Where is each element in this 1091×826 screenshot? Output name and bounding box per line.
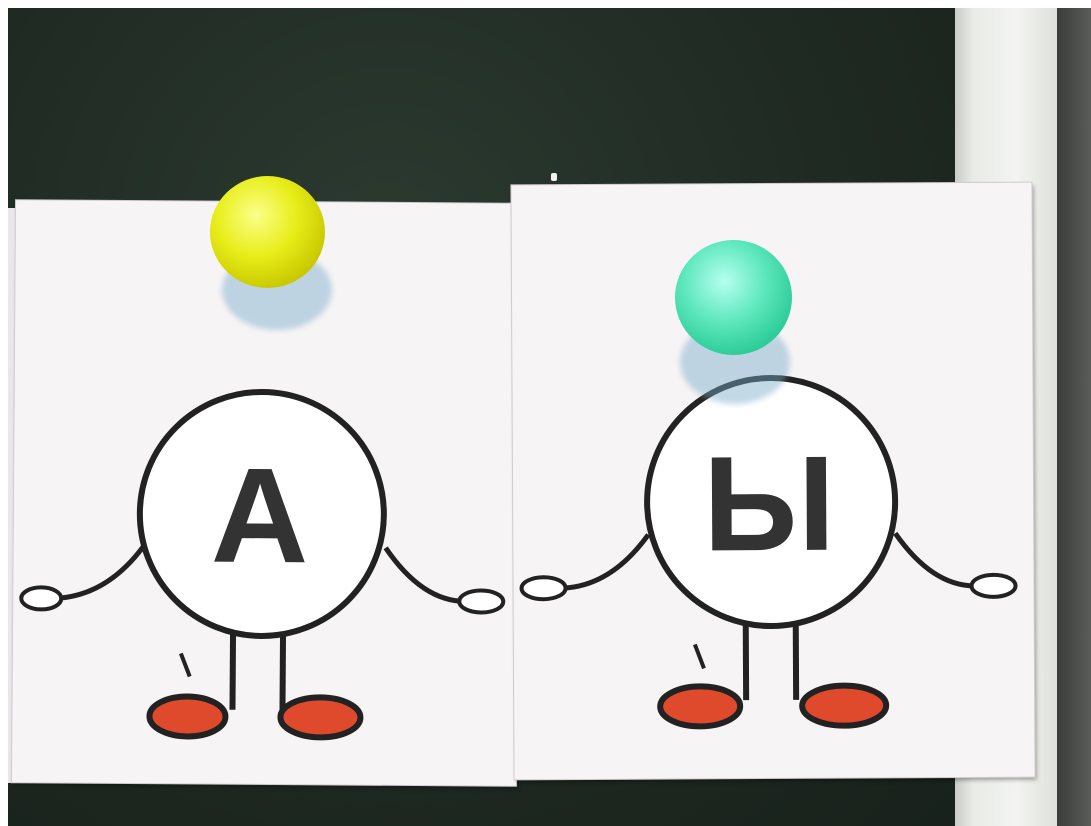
green-magnet [675,240,792,355]
stress-mark [181,653,190,676]
left-hand [21,587,61,609]
right-hand [971,575,1015,597]
wall-edge [1057,8,1091,826]
right-foot [280,697,360,738]
left-leg [232,632,233,710]
left-hand [522,577,566,599]
vowel-letter: Ы [702,427,836,580]
pin-glint [551,173,557,181]
left-foot [149,696,225,737]
vowel-letter: А [210,439,310,592]
right-hand [459,590,503,612]
left-arm [45,545,143,599]
stress-mark [695,644,704,668]
right-leg [282,632,283,710]
right-arm [895,533,978,587]
right-arm [385,548,468,602]
left-foot [660,686,740,726]
yellow-magnet [210,176,325,288]
right-foot [802,685,886,725]
left-arm [555,535,648,589]
